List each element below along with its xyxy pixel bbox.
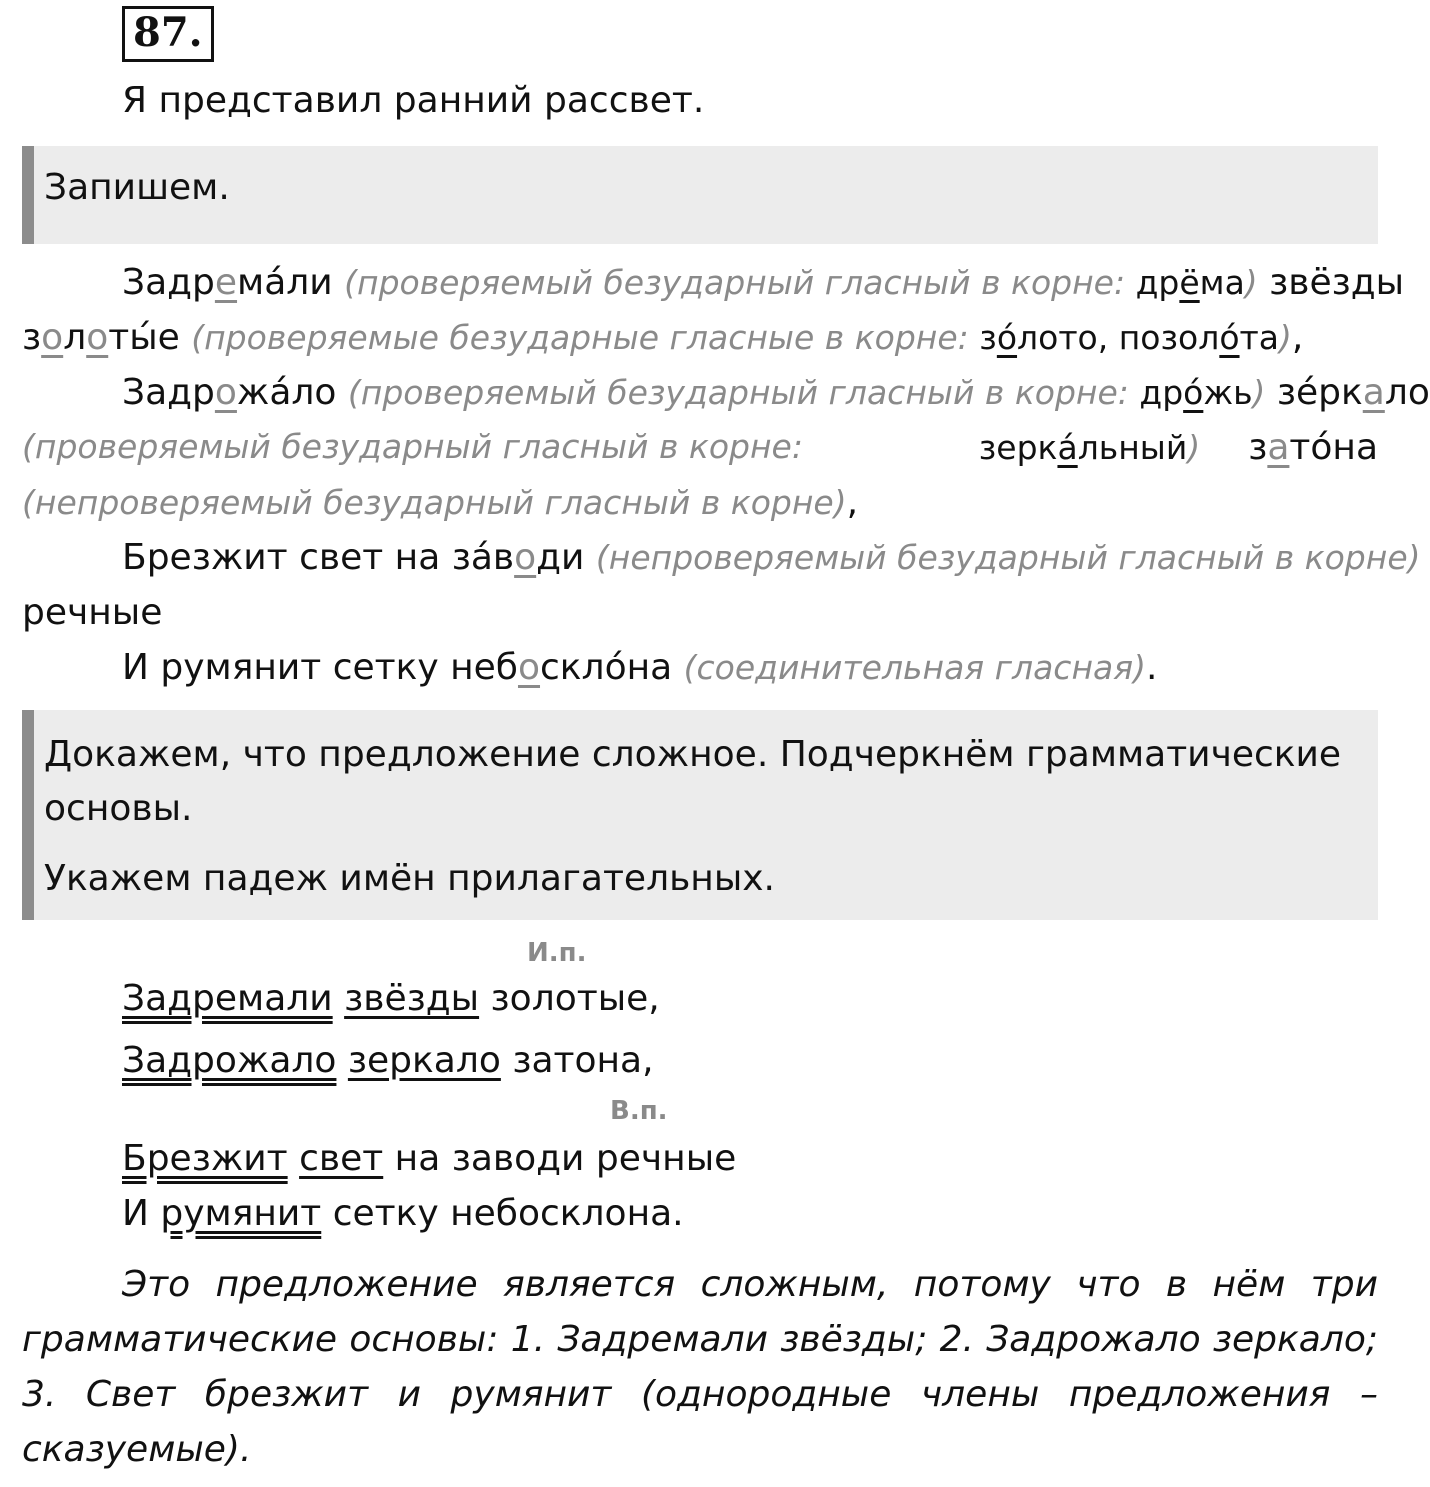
poem-line-4: (проверяемый безударный гласный в корне: зерка́льный) зато́на: [22, 427, 1378, 468]
conclusion-line-3: 3. Свет брезжит и румянит (однородные члены предложения –: [22, 1374, 1378, 1415]
case-label-nominative: И.п.: [527, 938, 587, 968]
instruction-p2: основы.: [44, 788, 193, 829]
instruction-p1: Докажем, что предложение сложное. Подчеркнём грамматические: [44, 734, 1342, 775]
poem-line-1: Задрема́ли (проверяемый безударный гласный в корне: дрёма) звёзды: [122, 262, 1405, 303]
exercise-number: 87.: [122, 6, 214, 62]
poem-line-5: (непроверяемый безударный гласный в корне),: [22, 482, 859, 523]
poem-line-7: речные: [22, 592, 163, 633]
conclusion-line-4: сказуемые).: [22, 1429, 252, 1470]
instruction-text: Запишем.: [44, 167, 230, 208]
conclusion-line-1: Это предложение является сложным, потому что в нём три: [122, 1264, 1378, 1305]
poem-line-6: Брезжит свет на за́води (непроверяемый безударный гласный в корне): [122, 537, 1421, 578]
parsed-line-3: Брезжит свет на заводи речные: [122, 1138, 737, 1179]
instruction-box-1: [22, 146, 1378, 244]
parsed-line-4: И румянит сетку небосклона.: [122, 1193, 684, 1234]
instruction-p3: Укажем падеж имён прилагательных.: [44, 858, 776, 899]
parsed-line-2: Задрожало зеркало затона,: [122, 1040, 654, 1081]
case-label-accusative: В.п.: [610, 1096, 668, 1126]
poem-line-8: И румянит сетку небоскло́на (соединительная гласная).: [122, 647, 1158, 688]
conclusion-line-2: грамматические основы: 1. Задремали звёзды; 2. Задрожало зеркало;: [22, 1319, 1378, 1360]
poem-line-3: Задрожа́ло (проверяемый безударный гласный в корне: дро́жь) зе́ркало: [122, 372, 1430, 413]
poem-line-2: золоты́е (проверяемые безударные гласные в корне: зо́лото, позоло́та),: [22, 317, 1304, 358]
parsed-line-1: Задремали звёзды золотые,: [122, 978, 660, 1019]
instruction-box-2: [22, 710, 1378, 920]
intro-sentence: Я представил ранний рассвет.: [122, 80, 705, 121]
